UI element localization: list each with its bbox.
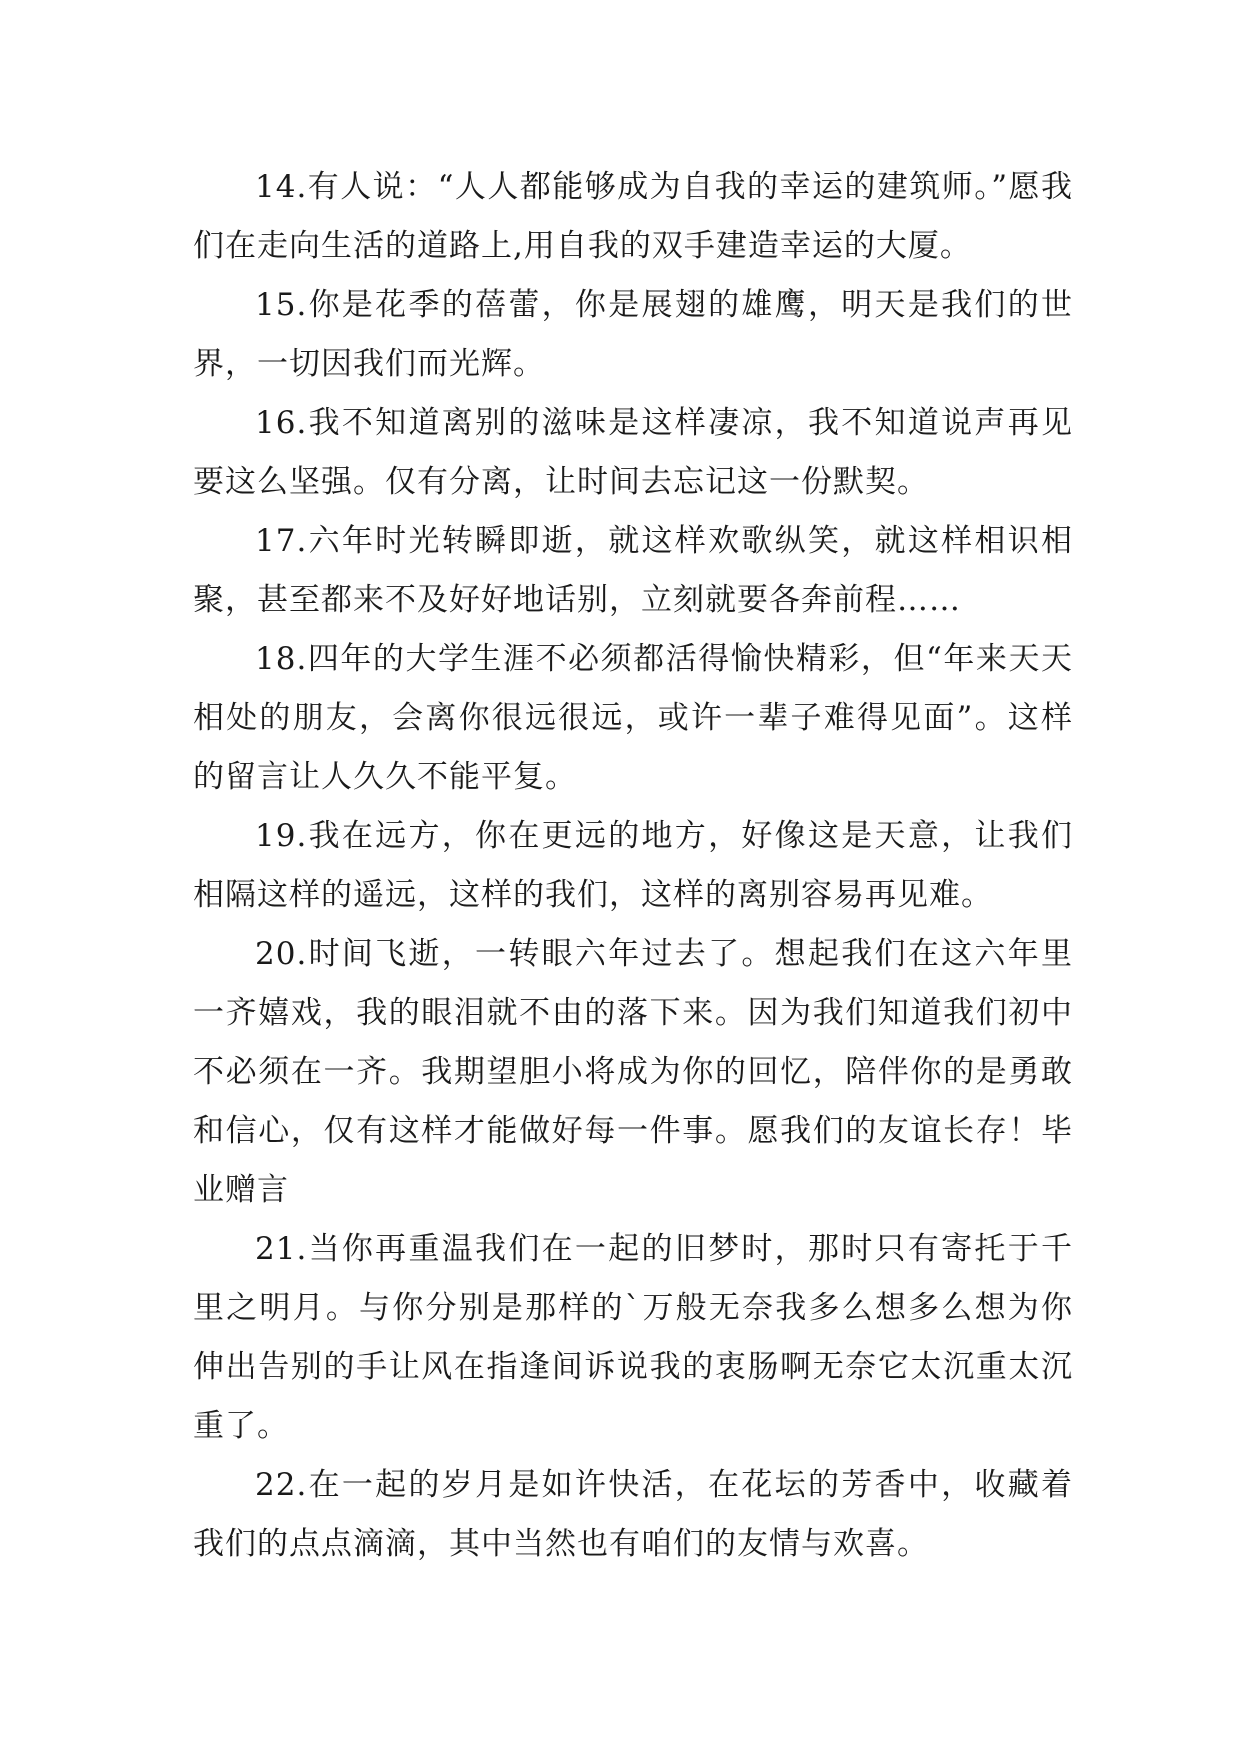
paragraph-17: 17.六年时光转瞬即逝，就这样欢歌纵笑，就这样相识相聚，甚至都来不及好好地话别，立刻就要各奔前程…… (193, 523, 1073, 618)
paragraph-21: 21.当你再重温我们在一起的旧梦时，那时只有寄托于千里之明月。与你分别是那样的`万般无奈我多么想多么想为你伸出告别的手让风在指逢间诉说我的衷肠啊无奈它太沉重太沉重了。 (193, 1231, 1073, 1444)
document-body (193, 158, 1073, 1574)
paragraph-15: 15.你是花季的蓓蕾，你是展翅的雄鹰，明天是我们的世界，一切因我们而光辉。 (193, 287, 1073, 382)
paragraph-19: 19.我在远方，你在更远的地方，好像这是天意，让我们相隔这样的遥远，这样的我们，这样的离别容易再见难。 (193, 818, 1073, 913)
paragraph-22: 22.在一起的岁月是如许快活，在花坛的芳香中，收藏着我们的点点滴滴，其中当然也有咱们的友情与欢喜。 (193, 1467, 1073, 1562)
paragraph-18: 18.四年的大学生涯不必须都活得愉快精彩，但“年来天天相处的朋友，会离你很远很远，或许一辈子难得见面”。这样的留言让人久久不能平复。 (193, 641, 1073, 795)
paragraph-16: 16.我不知道离别的滋味是这样凄凉，我不知道说声再见要这么坚强。仅有分离，让时间去忘记这一份默契。 (193, 405, 1073, 500)
paragraph-14: 14.有人说：“人人都能够成为自我的幸运的建筑师。”愿我们在走向生活的道路上,用自我的双手建造幸运的大厦。 (193, 169, 1073, 264)
paragraph-20: 20.时间飞逝，一转眼六年过去了。想起我们在这六年里一齐嬉戏，我的眼泪就不由的落下来。因为我们知道我们初中不必须在一齐。我期望胆小将成为你的回忆，陪伴你的是勇敢和信心，仅有这样才能做好每一件事。愿我们的友谊长存！毕业赠言 (193, 936, 1073, 1208)
